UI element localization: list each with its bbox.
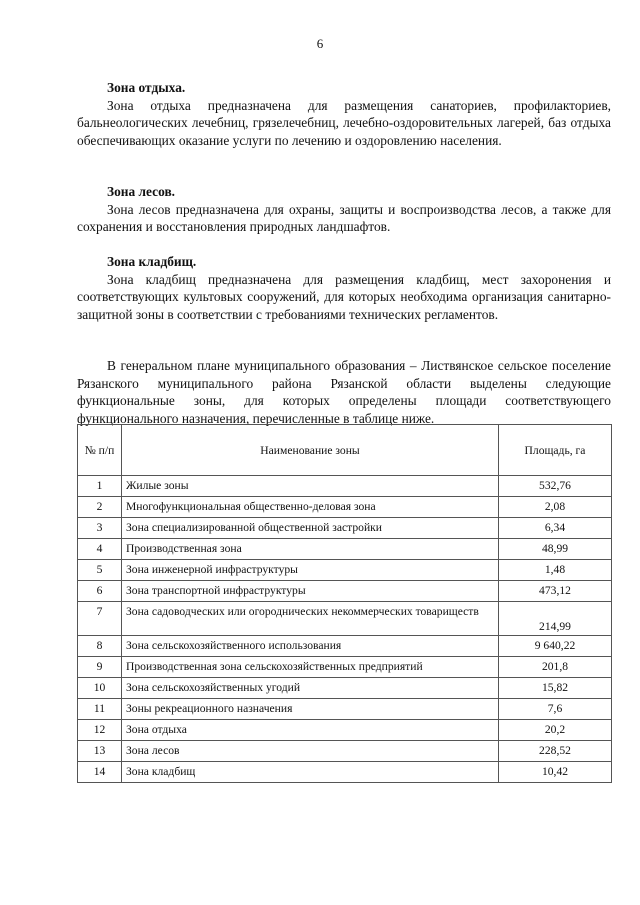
cell-name: Зона садоводческих или огороднических некоммерческих товариществ: [122, 602, 499, 636]
cell-area: 1,48: [499, 560, 612, 581]
cell-name: Зона инженерной инфраструктуры: [122, 560, 499, 581]
cell-num: 12: [78, 720, 122, 741]
table-row: [78, 678, 612, 699]
cell-name: Зона сельскохозяйственных угодий: [122, 678, 499, 699]
cell-num: 4: [78, 539, 122, 560]
cell-name: Производственная зона сельскохозяйственных предприятий: [122, 657, 499, 678]
cell-name: Многофункциональная общественно-деловая зона: [122, 497, 499, 518]
section-title: Зона отдыха.: [107, 80, 186, 95]
table-row: [78, 657, 612, 678]
table-row: [78, 602, 612, 636]
section-rest-zone: [77, 79, 611, 149]
section-paragraph: Зона отдыха предназначена для размещения санаториев, профилакториев, бальнеологических лечебниц, грязелечебниц, лечебно-оздоровительных лагерей, баз отдыха обеспечивающих оказание услуги по лечению и оздоровлению населения.: [77, 97, 611, 148]
header-name: Наименование зоны: [122, 425, 499, 476]
zones-table: [77, 424, 612, 783]
table-row: [78, 518, 612, 539]
table-row: [78, 699, 612, 720]
section-table-intro: [77, 357, 611, 427]
section-title: Зона кладбищ.: [107, 254, 197, 269]
cell-num: 2: [78, 497, 122, 518]
cell-area: 6,34: [499, 518, 612, 539]
table-row: [78, 581, 612, 602]
cell-name: Зона кладбищ: [122, 762, 499, 783]
cell-name: Зона сельскохозяйственного использования: [122, 636, 499, 657]
intro-paragraph: В генеральном плане муниципального образования – Листвянское сельское поселение Рязанского муниципального района Рязанской области выделены следующие функциональные зоны, для которых определены площади соответствующего функционального назначения, перечисленные в таблице ниже.: [77, 358, 611, 426]
cell-area: 214,99: [499, 602, 612, 636]
cell-area: 10,42: [499, 762, 612, 783]
table-row: [78, 636, 612, 657]
table-row: [78, 539, 612, 560]
cell-area: 7,6: [499, 699, 612, 720]
cell-area: 48,99: [499, 539, 612, 560]
cell-area: 9 640,22: [499, 636, 612, 657]
header-num: № п/п: [78, 425, 122, 476]
cell-num: 9: [78, 657, 122, 678]
section-title: Зона лесов.: [107, 184, 176, 199]
cell-area: 532,76: [499, 476, 612, 497]
cell-name: Зона специализированной общественной застройки: [122, 518, 499, 539]
page-number: 6: [316, 36, 324, 51]
table-row: [78, 762, 612, 783]
cell-name: Жилые зоны: [122, 476, 499, 497]
section-paragraph: Зона кладбищ предназначена для размещения кладбищ, мест захоронения и соответствующих культовых сооружений, для которых необходима организация санитарно-защитной зоны в соответствии с требованиями технических регламентов.: [77, 271, 611, 322]
table-row: [78, 497, 612, 518]
cell-num: 5: [78, 560, 122, 581]
cell-num: 13: [78, 741, 122, 762]
cell-num: 3: [78, 518, 122, 539]
table-row: [78, 720, 612, 741]
cell-name: Зоны рекреационного назначения: [122, 699, 499, 720]
cell-num: 11: [78, 699, 122, 720]
section-cemetery-zone: [77, 253, 611, 323]
cell-area: 15,82: [499, 678, 612, 699]
cell-num: 14: [78, 762, 122, 783]
section-paragraph: Зона лесов предназначена для охраны, защиты и воспроизводства лесов, а также для сохранения и восстановления природных ландшафтов.: [77, 201, 611, 235]
cell-name: Зона транспортной инфраструктуры: [122, 581, 499, 602]
cell-num: 7: [78, 602, 122, 636]
cell-area: 228,52: [499, 741, 612, 762]
cell-area: 2,08: [499, 497, 612, 518]
cell-num: 1: [78, 476, 122, 497]
table-row: [78, 560, 612, 581]
table-header-row: [78, 425, 612, 476]
cell-name: Производственная зона: [122, 539, 499, 560]
table-row: [78, 741, 612, 762]
table-row: [78, 476, 612, 497]
cell-num: 10: [78, 678, 122, 699]
cell-num: 8: [78, 636, 122, 657]
cell-name: Зона лесов: [122, 741, 499, 762]
cell-area: 20,2: [499, 720, 612, 741]
header-area: Площадь, га: [499, 425, 612, 476]
cell-name: Зона отдыха: [122, 720, 499, 741]
cell-num: 6: [78, 581, 122, 602]
cell-area: 201,8: [499, 657, 612, 678]
section-forest-zone: [77, 183, 611, 236]
cell-area: 473,12: [499, 581, 612, 602]
